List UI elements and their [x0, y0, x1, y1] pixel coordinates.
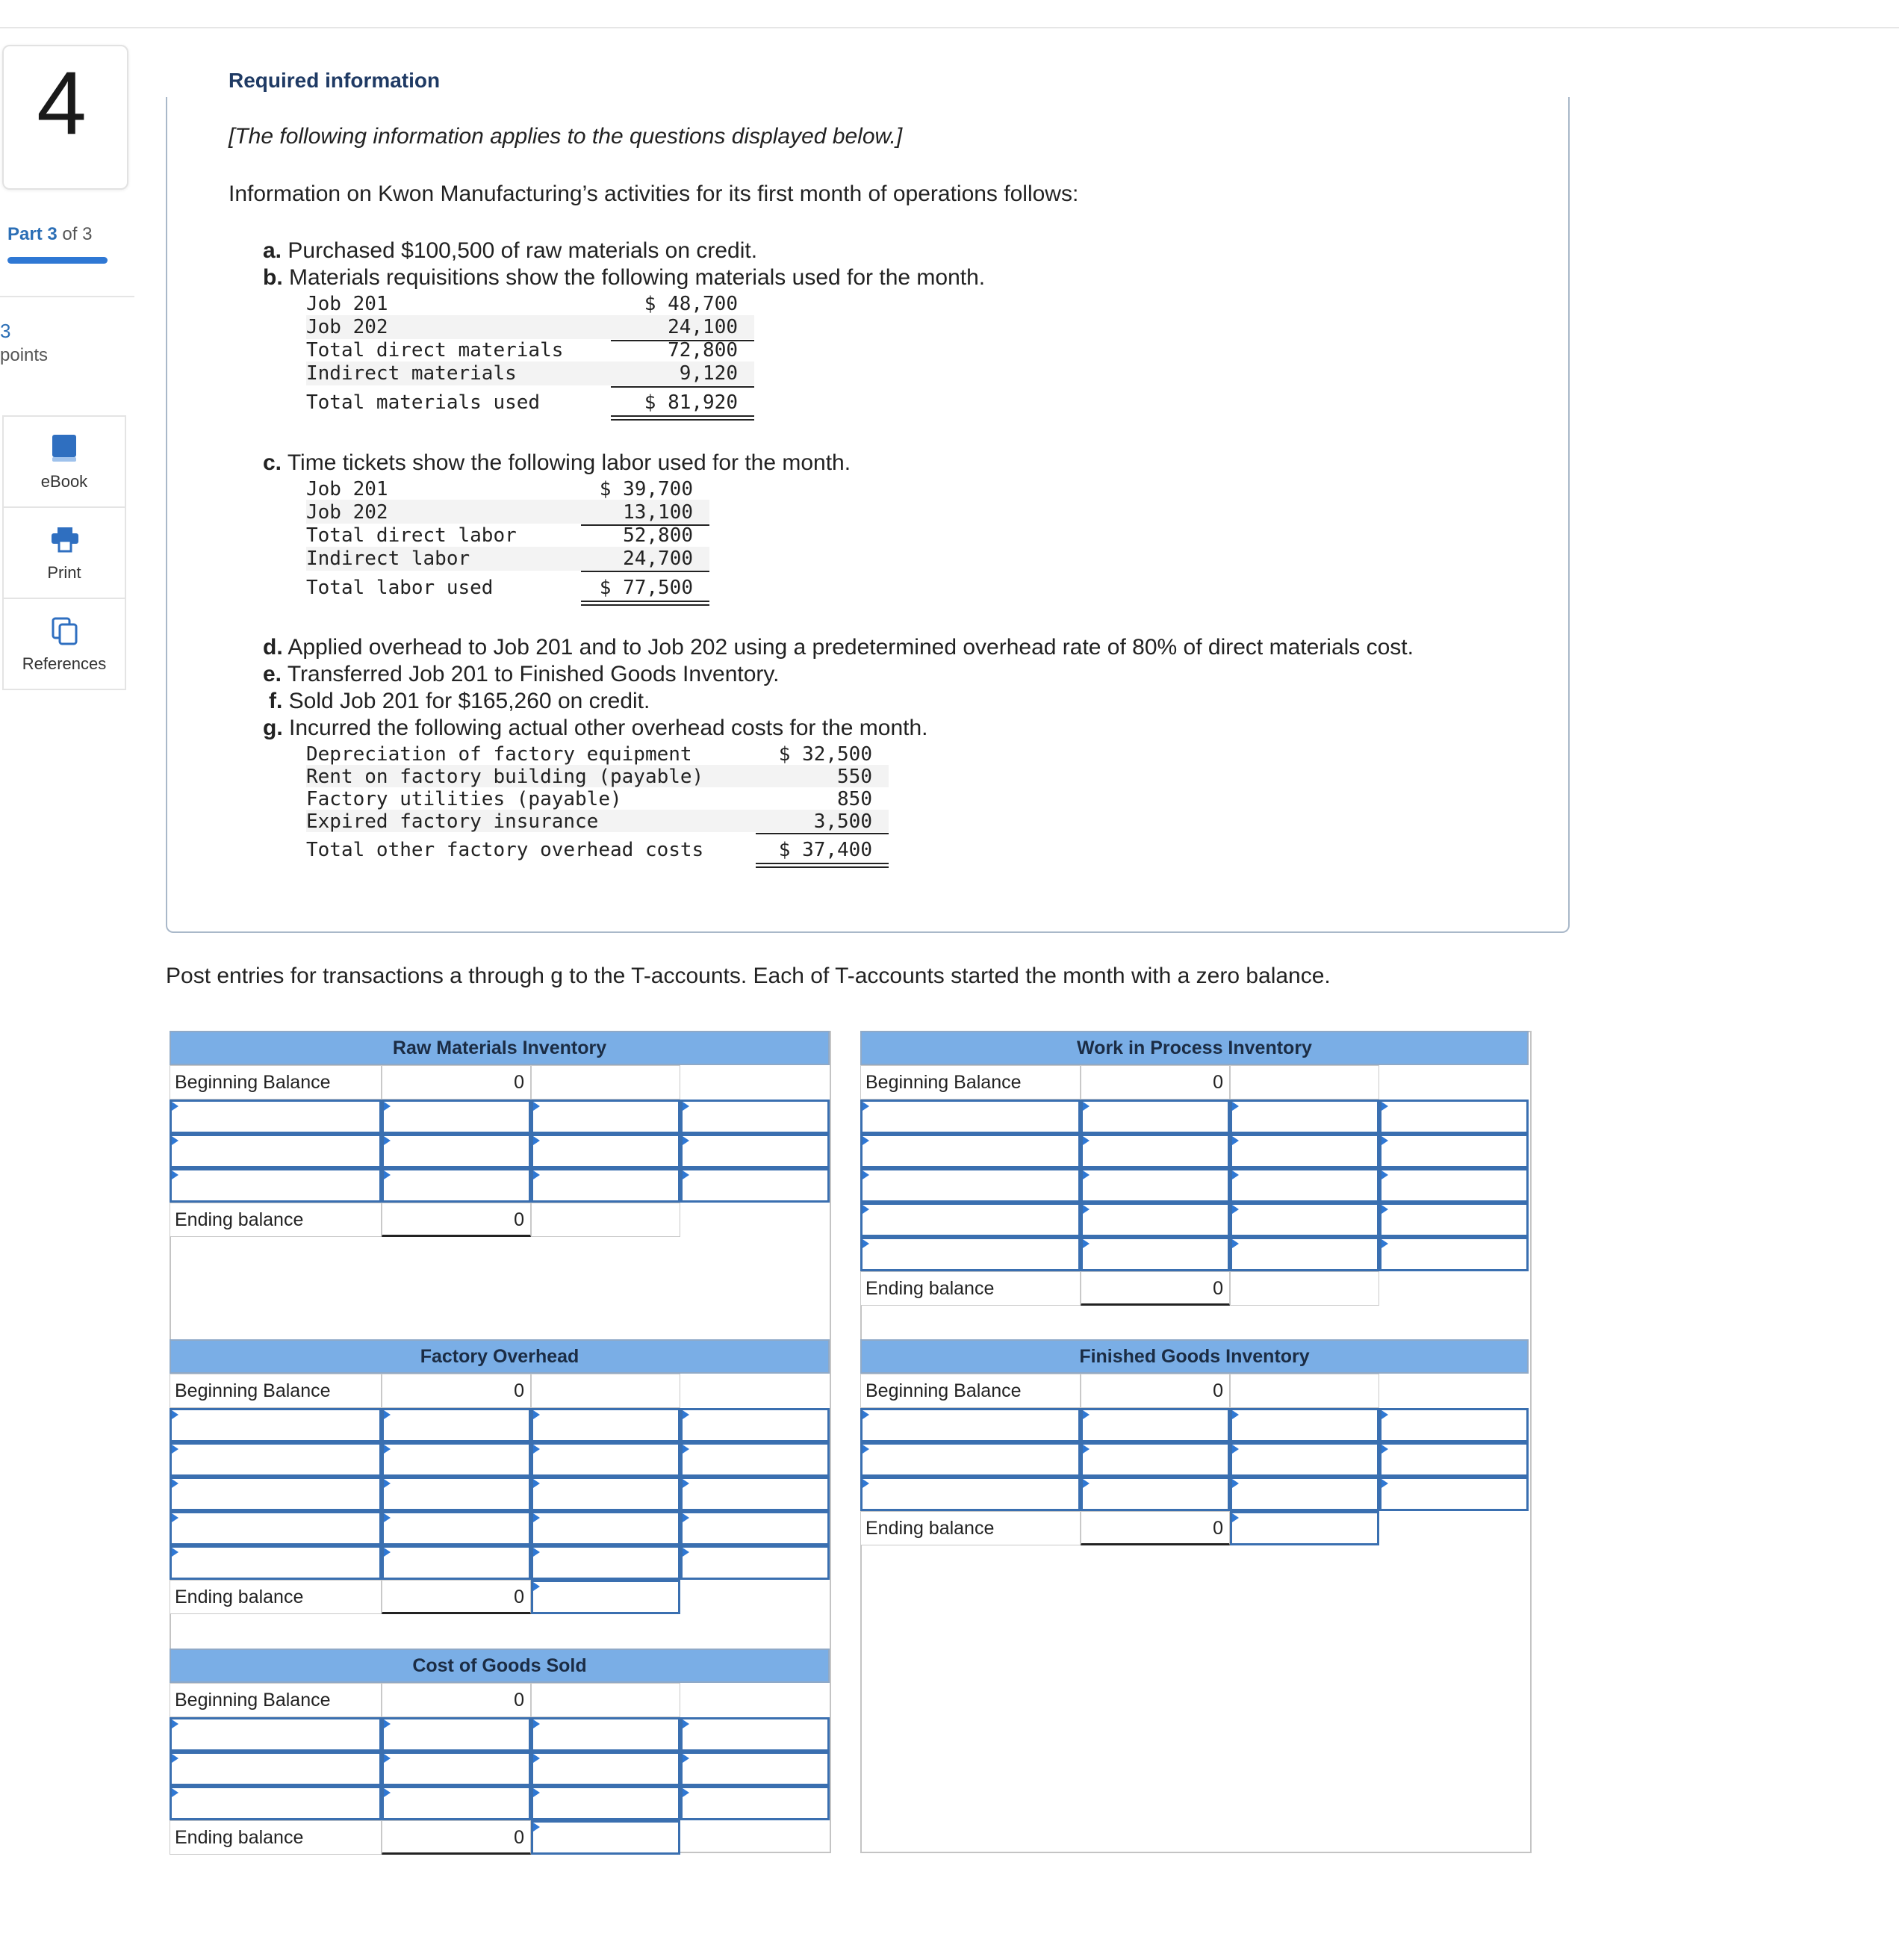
beginning-balance-label: Beginning Balance — [860, 1374, 1081, 1408]
book-icon — [50, 433, 78, 463]
finished-goods-entry-input[interactable] — [1081, 1442, 1230, 1477]
work-in-process-entry-input[interactable] — [1379, 1168, 1529, 1203]
beginning-balance-value: 0 — [1081, 1374, 1230, 1408]
work-in-process-entry-input[interactable] — [860, 1237, 1081, 1271]
item-e: e. Transferred Job 201 to Finished Goods Inventory. — [263, 662, 780, 686]
finished-goods-entry-input[interactable] — [860, 1477, 1081, 1511]
cost-of-goods-sold-entry-input[interactable] — [680, 1717, 830, 1752]
beginning-balance-label: Beginning Balance — [170, 1065, 382, 1100]
work-in-process-entry-input[interactable] — [1230, 1100, 1379, 1134]
item-g: g. Incurred the following actual other overhead costs for the month. — [263, 716, 928, 740]
applies-note: [The following information applies to the questions displayed below.] — [229, 124, 903, 149]
work-in-process-entry-input[interactable] — [1081, 1237, 1230, 1271]
ending-balance-value: 0 — [1081, 1271, 1230, 1306]
work-in-process-header: Work in Process Inventory — [860, 1031, 1529, 1065]
points-value: 3 — [0, 320, 11, 342]
work-in-process-entry-input[interactable] — [1379, 1134, 1529, 1168]
labor-total-row: Total labor used — [306, 577, 494, 599]
item-a: a. Purchased $100,500 of raw materials on credit. — [263, 238, 758, 263]
finished-goods-entry-input[interactable] — [1379, 1477, 1529, 1511]
factory-overhead-entry-input[interactable] — [680, 1477, 830, 1511]
beginning-balance-credit — [1230, 1065, 1379, 1100]
factory-overhead-entry-input[interactable] — [170, 1477, 382, 1511]
finished-goods-entry-input[interactable] — [1081, 1477, 1230, 1511]
raw-materials-entry-input[interactable] — [680, 1134, 830, 1168]
factory-overhead-entry-input[interactable] — [382, 1408, 531, 1442]
work-in-process-entry-input[interactable] — [1379, 1237, 1529, 1271]
beginning-balance-label: Beginning Balance — [170, 1683, 382, 1717]
overhead-row: Expired factory insurance — [306, 810, 599, 833]
beginning-balance-label: Beginning Balance — [170, 1374, 382, 1408]
work-in-process-entry-input[interactable] — [1230, 1168, 1379, 1203]
printer-icon — [50, 524, 80, 554]
part-word: Part — [7, 224, 43, 244]
finished-goods-ending-credit-input[interactable] — [1230, 1511, 1379, 1545]
raw-materials-entry-input[interactable] — [382, 1100, 531, 1134]
beginning-balance-label: Beginning Balance — [860, 1065, 1081, 1100]
cost-of-goods-sold-entry-input[interactable] — [382, 1786, 531, 1820]
cost-of-goods-sold-ending-credit-input[interactable] — [531, 1820, 680, 1855]
ending-balance-value: 0 — [382, 1820, 531, 1855]
ending-balance-credit — [531, 1203, 680, 1237]
materials-row: Total direct materials — [306, 339, 564, 362]
cost-of-goods-sold-entry-input[interactable] — [382, 1752, 531, 1786]
cost-of-goods-sold-entry-input[interactable] — [170, 1752, 382, 1786]
factory-overhead-entry-input[interactable] — [170, 1408, 382, 1442]
materials-row: Job 201 — [306, 293, 388, 315]
ebook-label: eBook — [40, 472, 88, 491]
finished-goods-entry-input[interactable] — [1230, 1408, 1379, 1442]
item-f: f. Sold Job 201 for $165,260 on credit. — [269, 689, 650, 713]
factory-overhead-entry-input[interactable] — [382, 1545, 531, 1580]
work-in-process-entry-input[interactable] — [1379, 1100, 1529, 1134]
ending-balance-value: 0 — [382, 1203, 531, 1237]
finished-goods-entry-input[interactable] — [860, 1408, 1081, 1442]
raw-materials-entry-input[interactable] — [531, 1134, 680, 1168]
factory-overhead-entry-input[interactable] — [680, 1442, 830, 1477]
finished-goods-header: Finished Goods Inventory — [860, 1339, 1529, 1374]
work-in-process-entry-input[interactable] — [860, 1134, 1081, 1168]
labor-row: Indirect labor — [306, 548, 470, 570]
cost-of-goods-sold-entry-input[interactable] — [170, 1786, 382, 1820]
work-in-process-entry-input[interactable] — [860, 1203, 1081, 1237]
references-button[interactable] — [2, 598, 126, 690]
overhead-row: Depreciation of factory equipment — [306, 743, 692, 766]
work-in-process-entry-input[interactable] — [1379, 1203, 1529, 1237]
points-label: points — [0, 345, 49, 365]
raw-materials-entry-input[interactable] — [382, 1134, 531, 1168]
factory-overhead-entry-input[interactable] — [531, 1442, 680, 1477]
cost-of-goods-sold-entry-input[interactable] — [531, 1786, 680, 1820]
work-in-process-entry-input[interactable] — [1230, 1237, 1379, 1271]
required-information-heading: Required information — [229, 69, 441, 92]
part-indicator — [7, 224, 92, 245]
beginning-balance-value: 0 — [382, 1065, 531, 1100]
overhead-table: Depreciation of factory equipment $ 32,500 Rent on factory building (payable) 550 Factory utilities (payable) 850 Expired factory insurance 3,500 Total other factory overhead costs $ 37,400 — [306, 742, 889, 872]
materials-table: Job 201 $ 48,700 Job 202 24,100 Total direct materials 72,800 Indirect materials 9,120 Total materials used $ 81,920 — [306, 291, 754, 418]
raw-materials-entry-input[interactable] — [382, 1168, 531, 1203]
question-number: 4 — [37, 53, 87, 153]
ending-balance-label: Ending balance — [170, 1580, 382, 1614]
ending-balance-credit — [1230, 1271, 1379, 1306]
intro-text: Information on Kwon Manufacturing’s activities for its first month of operations follows: — [229, 182, 1079, 206]
item-d: d. Applied overhead to Job 201 and to Job 202 using a predetermined overhead rate of 80% of direct materials cost. — [263, 635, 1414, 660]
raw-materials-entry-input[interactable] — [680, 1100, 830, 1134]
print-label: Print — [47, 563, 81, 582]
work-in-process-entry-input[interactable] — [860, 1168, 1081, 1203]
work-in-process-entry-input[interactable] — [1081, 1168, 1230, 1203]
work-in-process-entry-input[interactable] — [1081, 1134, 1230, 1168]
raw-materials-entry-input[interactable] — [531, 1100, 680, 1134]
ending-balance-value: 0 — [1081, 1511, 1230, 1545]
beginning-balance-credit — [531, 1683, 680, 1717]
cost-of-goods-sold-entry-input[interactable] — [382, 1717, 531, 1752]
factory-overhead-entry-input[interactable] — [382, 1442, 531, 1477]
materials-row: Job 202 — [306, 316, 388, 338]
cost-of-goods-sold-header: Cost of Goods Sold — [170, 1649, 830, 1683]
beginning-balance-credit — [1230, 1374, 1379, 1408]
part-current: 3 — [47, 224, 58, 244]
factory-overhead-entry-input[interactable] — [531, 1511, 680, 1545]
factory-overhead-entry-input[interactable] — [382, 1477, 531, 1511]
ending-balance-label: Ending balance — [860, 1511, 1081, 1545]
work-in-process-entry-input[interactable] — [1081, 1100, 1230, 1134]
factory-overhead-entry-input[interactable] — [531, 1477, 680, 1511]
beginning-balance-value: 0 — [1081, 1065, 1230, 1100]
factory-overhead-header: Factory Overhead — [170, 1339, 830, 1374]
materials-total-row: Total materials used — [306, 391, 541, 414]
references-icon — [50, 615, 80, 647]
overhead-row: Rent on factory building (payable) — [306, 766, 704, 788]
finished-goods-entry-input[interactable] — [1081, 1408, 1230, 1442]
overhead-row: Factory utilities (payable) — [306, 788, 622, 810]
work-in-process-entry-input[interactable] — [1230, 1134, 1379, 1168]
ebook-button[interactable] — [2, 415, 126, 508]
labor-row: Job 201 — [306, 478, 388, 500]
raw-materials-header: Raw Materials Inventory — [170, 1031, 830, 1065]
factory-overhead-entry-input[interactable] — [680, 1545, 830, 1580]
factory-overhead-entry-input[interactable] — [382, 1511, 531, 1545]
labor-row: Total direct labor — [306, 524, 517, 547]
work-in-process-entry-input[interactable] — [860, 1100, 1081, 1134]
labor-row: Job 202 — [306, 501, 388, 524]
raw-materials-entry-input[interactable] — [170, 1134, 382, 1168]
finished-goods-entry-input[interactable] — [860, 1442, 1081, 1477]
raw-materials-entry-input[interactable] — [170, 1168, 382, 1203]
factory-overhead-entry-input[interactable] — [531, 1408, 680, 1442]
finished-goods-entry-input[interactable] — [1230, 1442, 1379, 1477]
cost-of-goods-sold-entry-input[interactable] — [531, 1752, 680, 1786]
factory-overhead-entry-input[interactable] — [531, 1545, 680, 1580]
part-of: of 3 — [62, 224, 93, 244]
ending-balance-label: Ending balance — [170, 1820, 382, 1855]
overhead-total-row: Total other factory overhead costs — [306, 839, 704, 861]
cost-of-goods-sold-entry-input[interactable] — [531, 1717, 680, 1752]
factory-overhead-ending-credit-input[interactable] — [531, 1580, 680, 1614]
ending-balance-label: Ending balance — [860, 1271, 1081, 1306]
raw-materials-entry-input[interactable] — [531, 1168, 680, 1203]
finished-goods-entry-input[interactable] — [1379, 1442, 1529, 1477]
labor-table: Job 201 $ 39,700 Job 202 13,100 Total direct labor 52,800 Indirect labor 24,700 Total labor used $ 77,500 — [306, 477, 709, 607]
finished-goods-entry-input[interactable] — [1230, 1477, 1379, 1511]
beginning-balance-value: 0 — [382, 1683, 531, 1717]
item-b: b. Materials requisitions show the following materials used for the month. — [263, 265, 986, 290]
item-c: c. Time tickets show the following labor used for the month. — [263, 450, 851, 475]
factory-overhead-entry-input[interactable] — [170, 1442, 382, 1477]
cost-of-goods-sold-entry-input[interactable] — [170, 1717, 382, 1752]
references-label: References — [22, 654, 107, 673]
cost-of-goods-sold-entry-input[interactable] — [680, 1752, 830, 1786]
ending-balance-value: 0 — [382, 1580, 531, 1614]
raw-materials-entry-input[interactable] — [680, 1168, 830, 1203]
materials-row: Indirect materials — [306, 362, 517, 385]
cost-of-goods-sold-entry-input[interactable] — [680, 1786, 830, 1820]
beginning-balance-credit — [531, 1374, 680, 1408]
factory-overhead-entry-input[interactable] — [170, 1511, 382, 1545]
top-bar — [0, 0, 1899, 28]
work-in-process-entry-input[interactable] — [1230, 1203, 1379, 1237]
beginning-balance-credit — [531, 1065, 680, 1100]
factory-overhead-entry-input[interactable] — [680, 1408, 830, 1442]
part-progress-bar — [7, 257, 108, 264]
factory-overhead-entry-input[interactable] — [680, 1511, 830, 1545]
finished-goods-entry-input[interactable] — [1379, 1408, 1529, 1442]
print-button[interactable] — [2, 506, 126, 599]
beginning-balance-value: 0 — [382, 1374, 531, 1408]
factory-overhead-entry-input[interactable] — [170, 1545, 382, 1580]
instructions-text: Post entries for transactions a through g to the T-accounts. Each of T-accounts started the month with a zero balance. — [166, 964, 1331, 988]
work-in-process-entry-input[interactable] — [1081, 1203, 1230, 1237]
sidebar-divider — [0, 296, 134, 297]
raw-materials-entry-input[interactable] — [170, 1100, 382, 1134]
ending-balance-label: Ending balance — [170, 1203, 382, 1237]
